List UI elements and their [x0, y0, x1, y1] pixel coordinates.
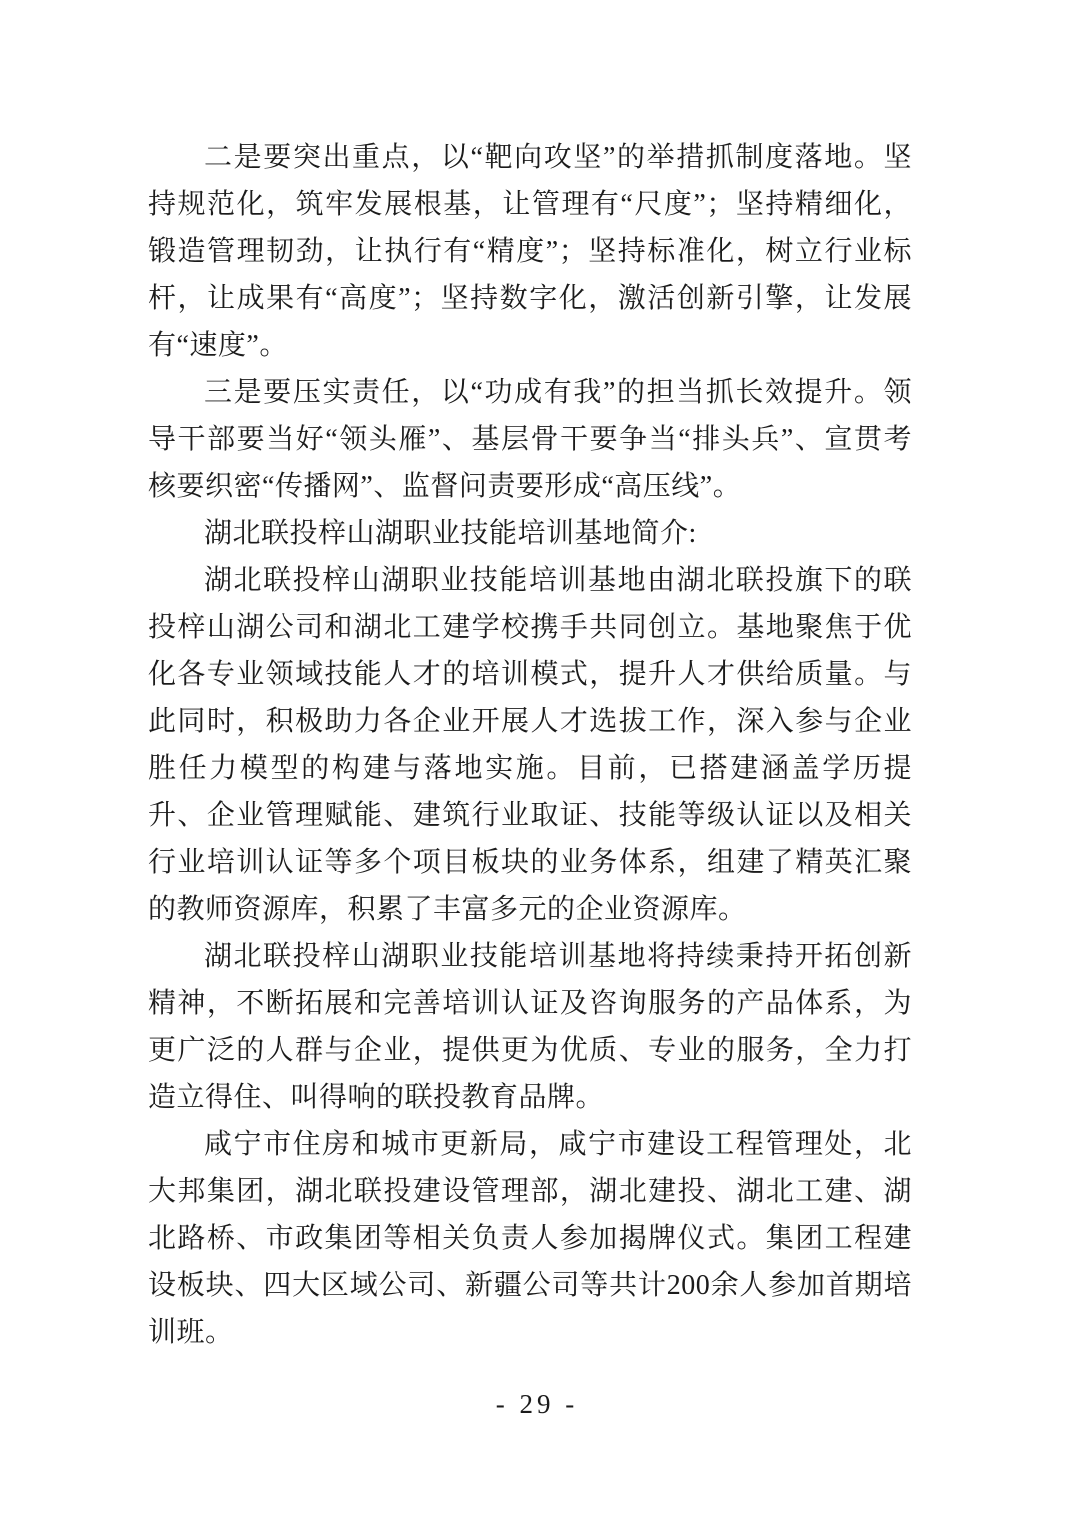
paragraph-point-three: 三是要压实责任，以“功成有我”的担当抓长效提升。领导干部要当好“领头雁”、基层骨干要争当“排头兵”、宣贯考核要织密“传播网”、监督问责要形成“高压线”。 [148, 377, 912, 502]
paragraph-intro-heading: 湖北联投梓山湖职业技能培训基地简介: [204, 518, 697, 549]
paragraph-base-introduction: 湖北联投梓山湖职业技能培训基地由湖北联投旗下的联投梓山湖公司和湖北工建学校携手共同创立。基地聚焦于优化各专业领域技能人才的培训模式，提升人才供给质量。与此同时，积极助力各企业开展人才选拔工作，深入参与企业胜任力模型的构建与落地实施。目前，已搭建涵盖学历提升、企业管理赋能、建筑行业取证、技能等级认证以及相关行业培训认证等多个项目板块的业务体系，组建了精英汇聚的教师资源库，积累了丰富多元的企业资源库。 [148, 565, 912, 925]
page-number: - 29 - [495, 1389, 579, 1419]
paragraph-point-two: 二是要突出重点，以“靶向攻坚”的举措抓制度落地。坚持规范化，筑牢发展根基，让管理有“尺度”；坚持精细化，锻造管理韧劲，让执行有“精度”；坚持标准化，树立行业标杆，让成果有“高度”；坚持数字化，激活创新引擎，让发展有“速度”。 [148, 142, 912, 361]
document-body [148, 134, 912, 1356]
paragraph-base-outlook: 湖北联投梓山湖职业技能培训基地将持续秉持开拓创新精神，不断拓展和完善培训认证及咨询服务的产品体系，为更广泛的人群与企业，提供更为优质、专业的服务，全力打造立得住、叫得响的联投教育品牌。 [148, 941, 912, 1113]
paragraph-attendees: 咸宁市住房和城市更新局，咸宁市建设工程管理处，北大邦集团，湖北联投建设管理部，湖北建投、湖北工建、湖北路桥、市政集团等相关负责人参加揭牌仪式。集团工程建设板块、四大区域公司、新疆公司等共计200余人参加首期培训班。 [148, 1129, 912, 1348]
